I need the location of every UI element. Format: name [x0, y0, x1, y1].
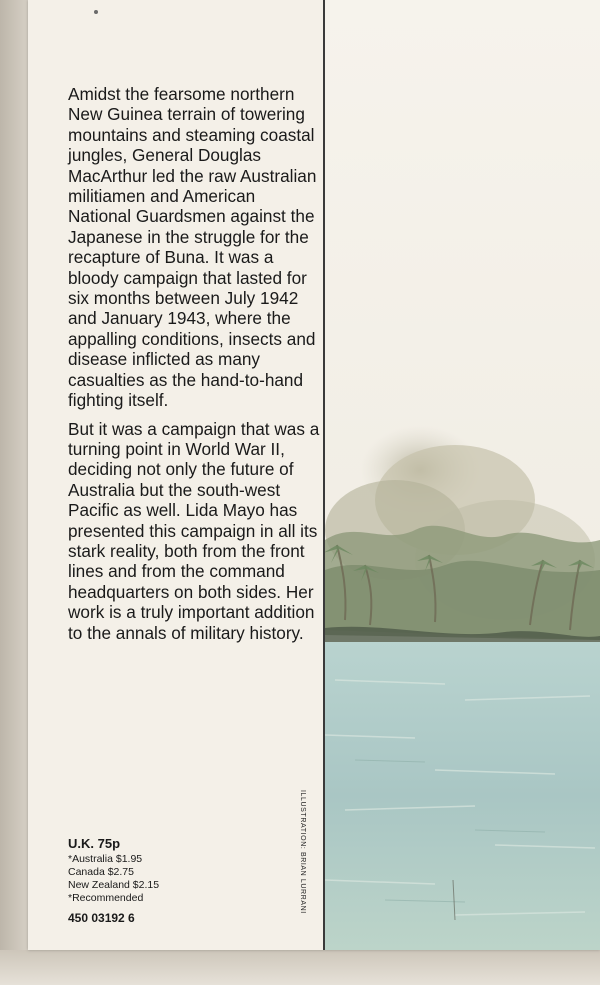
blurb-paragraph-2: But it was a campaign that was a turning point in World War II, deciding not only the future of Australia but the south-west Pacific as well. Lida Mayo has presented this campaign in all its stark reality, both from the front lines and from the command headquarters on both sides. Her work is a truly important addition to the annals of military history. — [68, 418, 320, 643]
blurb-text — [68, 84, 320, 651]
blurb-paragraph-1: Amidst the fearsome northern New Guinea terrain of towering mountains and steaming coastal jungles, General Douglas MacArthur led the raw Australian militiamen and American National Guardsmen against the Japanese in the struggle for the recapture of Buna. It was a bloody campaign that lasted for six months between July 1942 and January 1943, where the appalling conditions, insects and disease inflicted as many casualties as the hand-to-hand fighting itself. — [68, 84, 317, 411]
print-mark — [94, 10, 98, 14]
price-new-zealand: New Zealand $2.15 — [68, 879, 160, 891]
price-uk: U.K. 75p — [68, 836, 121, 851]
book-spine-edge — [0, 0, 28, 950]
background-surface — [0, 950, 600, 985]
isbn-number: 450 03192 6 — [68, 911, 135, 925]
price-block — [68, 836, 308, 925]
jungle-river-painting — [325, 0, 600, 950]
price-note: *Recommended — [68, 892, 144, 904]
price-australia: *Australia $1.95 — [68, 853, 143, 865]
price-canada: Canada $2.75 — [68, 866, 134, 878]
illustration-credit: ILLUSTRATION: BRIAN LURRANI — [299, 790, 306, 914]
cover-illustration — [325, 0, 600, 950]
